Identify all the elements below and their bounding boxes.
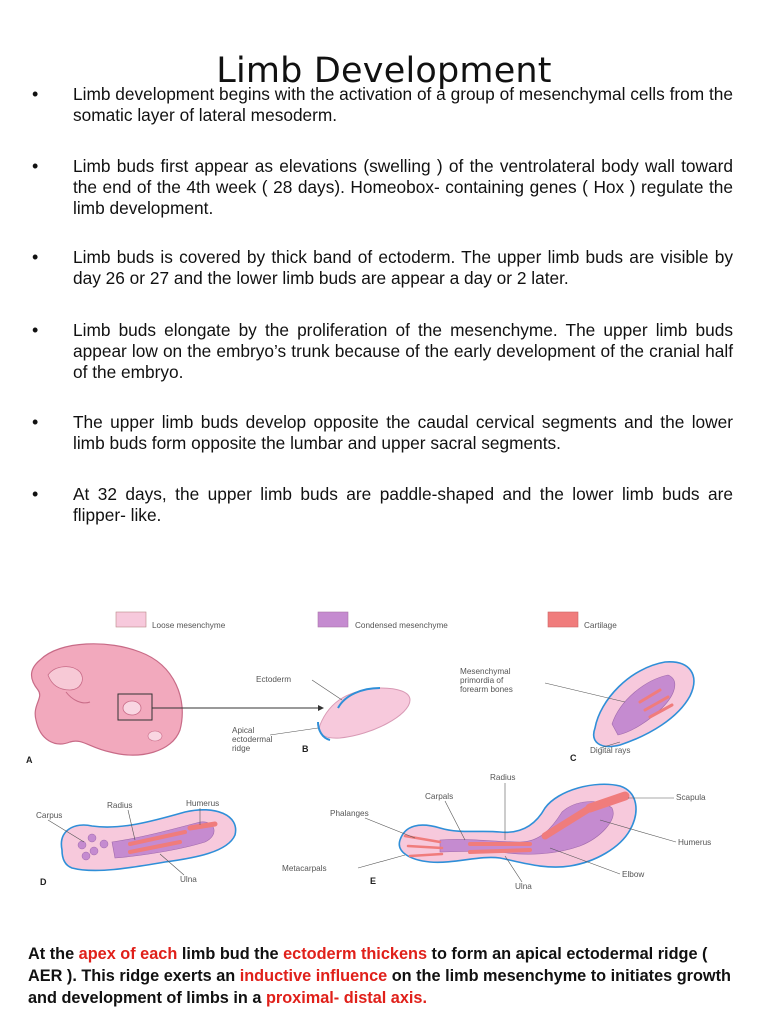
limb-panel-d [36,799,236,887]
label-radius-d: Radius [107,801,133,810]
embryo-lower-limb-bud [148,731,162,741]
bullet-marker: • [32,320,39,340]
label-metacarpals: Metacarpals [282,864,327,873]
label-mes-1: Mesenchymal [460,667,511,676]
limb-panel-c [460,662,694,763]
carpal-d [78,841,86,849]
legend-swatch-condensed [318,612,348,627]
label-aer-3: ridge [232,744,251,753]
label-carpals: Carpals [425,792,454,801]
leader-aer [270,728,318,735]
label-aer-2: ectodermal [232,735,273,744]
limb-figure-svg [0,600,768,900]
caption-highlight: ectoderm thickens [283,945,427,963]
label-phalanges: Phalanges [330,809,369,818]
label-digital-rays: Digital rays [590,746,631,755]
bullet-text: The upper limb buds develop opposite the caudal cervical segments and the lower limb buds form opposite the lumbar and upper sacral segments. [73,412,733,453]
figure-legend [116,612,617,630]
legend-label-loose: Loose mesenchyme [152,621,226,630]
embryo-limb-bud [123,701,141,715]
carpal-d [88,834,96,842]
bullet-marker: • [32,156,39,176]
panel-letter-d: D [40,877,47,887]
carpal-d [90,847,98,855]
figure-caption [28,943,740,1009]
limb-panel-e [282,773,711,891]
leader-phalanges [365,818,415,838]
legend-label-cartilage: Cartilage [584,621,617,630]
legend-swatch-cartilage [548,612,578,627]
legend-label-condensed: Condensed mesenchyme [355,621,448,630]
leader-metacarpals [358,855,405,868]
label-carpus: Carpus [36,811,63,820]
zoom-arrowhead [318,705,324,711]
bullet-marker: • [32,412,39,432]
limb-bud-panel-b [232,675,410,754]
label-mes-2: primordia of [460,676,504,685]
caption-text: At the [28,945,79,963]
bullet-text: Limb development begins with the activation of a group of mesenchymal cells from the somatic layer of lateral mesoderm. [73,84,733,125]
label-ulna-d: Ulna [180,875,197,884]
caption-text: limb bud the [177,945,284,963]
bullet-marker: • [32,247,39,267]
label-ectoderm: Ectoderm [256,675,292,684]
bullet-marker: • [32,84,39,104]
leader-ectoderm [312,680,342,700]
bullet-marker: • [32,484,39,504]
label-ulna-e: Ulna [515,882,532,891]
caption-highlight: proximal- distal axis. [265,989,428,1007]
carpal-d [100,840,108,848]
carpal-d [82,852,90,860]
embryo-panel-a [26,644,324,765]
limb-bud-b [319,688,410,738]
bullet-text: At 32 days, the upper limb buds are paddle-shaped and the lower limb buds are flipper- like. [73,484,733,525]
panel-letter-a: A [26,755,33,765]
panel-letter-e: E [370,876,377,886]
caption-highlight: apex of each [78,945,178,963]
label-mes-3: forearm bones [460,685,513,694]
bullet-text: Limb buds is covered by thick band of ectoderm. The upper limb buds are visible by day 26 or 27 and the lower limb buds are appear a day or 2 later. [73,247,733,288]
page-title: Limb Development [216,51,552,92]
limb-development-figure [0,600,768,900]
caption-text: to form an apical ectodermal ridge ( AER ). This ridge exerts an [28,945,708,985]
label-humerus-d: Humerus [186,799,220,808]
bullet-text: Limb buds first appear as elevations (swelling ) of the ventrolateral body wall toward the end of the 4th week ( 28 days). Homeobox- containing genes ( Hox ) regulate the limb development. [73,156,733,218]
label-elbow: Elbow [622,870,645,879]
label-radius-e: Radius [490,773,516,782]
caption-text: on the limb mesenchyme to initiates growth and development of limbs in a [28,967,731,1007]
caption-highlight: inductive influence [239,967,388,985]
bullet-text: Limb buds elongate by the proliferation of the mesenchyme. The upper limb buds appear low on the embryo’s trunk because of the early development of the cranial half of the embryo. [73,320,733,382]
label-scapula: Scapula [676,793,706,802]
label-humerus-e: Humerus [678,838,712,847]
panel-letter-c: C [570,753,577,763]
label-aer-1: Apical [232,726,255,735]
legend-swatch-loose [116,612,146,627]
panel-letter-b: B [302,744,309,754]
